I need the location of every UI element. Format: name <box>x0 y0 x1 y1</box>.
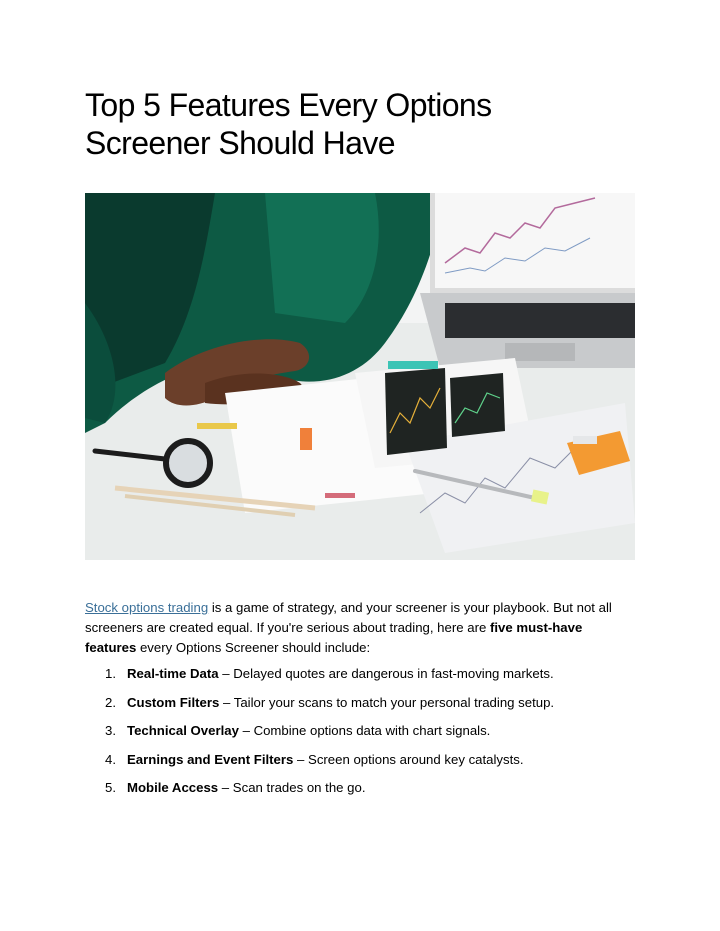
page-title <box>85 86 645 162</box>
list-item-number: 2. <box>105 694 116 710</box>
feature-description: – Scan trades on the go. <box>218 780 366 795</box>
list-item-number: 1. <box>105 666 116 681</box>
list-item-number: 4. <box>105 751 116 767</box>
feature-title: Custom Filters <box>127 694 220 710</box>
intro-paragraph <box>85 598 637 658</box>
feature-title: Earnings and Event Filters <box>127 751 294 767</box>
feature-description: – Screen options around key catalysts. <box>293 751 524 767</box>
intro-bold-text: five must-have features <box>85 620 583 655</box>
list-item-number: 5. <box>105 780 116 795</box>
list-item-number: 3. <box>105 723 116 738</box>
feature-list <box>85 664 637 807</box>
stock-options-trading-link[interactable]: Stock options trading <box>85 600 209 615</box>
feature-description: – Tailor your scans to match your personal trading setup. <box>219 694 555 710</box>
hero-image <box>85 193 635 560</box>
list-item <box>85 778 637 807</box>
list-item <box>85 721 637 750</box>
intro-text-2: every Options Screener should include: <box>136 640 371 655</box>
feature-description: – Delayed quotes are dangerous in fast-moving markets. <box>218 666 554 681</box>
feature-title: Mobile Access <box>127 780 219 795</box>
title-line-2: Screener Should Have <box>85 125 395 161</box>
title-line-1: Top 5 Features Every Options <box>85 87 492 123</box>
list-item <box>85 664 637 693</box>
feature-title: Real-time Data <box>127 666 219 681</box>
list-item <box>85 750 637 779</box>
feature-description: – Combine options data with chart signals. <box>238 723 491 738</box>
intro-text-1: is a game of strategy, and your screener is your playbook. But not all screeners are created equal. If you're serious about trading, here are <box>85 600 612 635</box>
list-item <box>85 693 637 722</box>
feature-title: Technical Overlay <box>127 723 239 738</box>
